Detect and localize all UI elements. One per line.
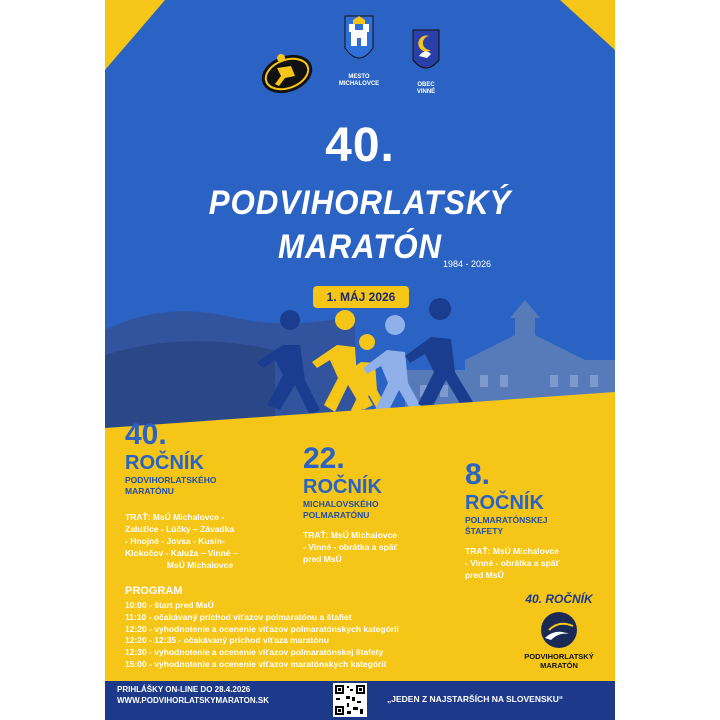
qr-code-icon[interactable] (333, 683, 367, 717)
col3-trat-line1: TRAŤ: MsÚ Michalovce (465, 546, 559, 556)
col1-trat (125, 511, 275, 571)
village-caption (405, 82, 447, 96)
program-item: 15:00 - vyhodnotenie a ocenenie víťazov maratónskych kategórií (125, 658, 387, 669)
col2-trat (303, 529, 398, 565)
col3-trat-line2: - Vinné - obrátka a späť (465, 558, 560, 568)
col1-rocnik: ROČNÍK (125, 452, 204, 474)
col1-trat-line2: Zalužice - Lúčky – Závadka (125, 524, 235, 534)
col1-number: 40. (125, 418, 167, 451)
col3-subtitle-line1: POLMARATÓNSKEJ (465, 515, 548, 525)
col1-trat-line4: Klokočov - Kaluža – Vinné – (125, 548, 238, 558)
program-list (125, 600, 399, 671)
marathon-poster (105, 0, 615, 720)
town-caption (335, 74, 383, 88)
title-line2: MARATÓN (278, 228, 442, 266)
edition-number: 40. (325, 119, 395, 172)
col3-subtitle-line2: ŠTAFETY (465, 526, 504, 536)
col1-subtitle-line1: PODVIHORLATSKÉHO (125, 475, 217, 485)
program-item: 12:20 - vyhodnotenie a ocenenie víťazov polmaratónskych kategórií (125, 623, 399, 634)
village-caption-line2: VINNÉ (416, 89, 436, 95)
race-date: 1. MÁJ 2026 (313, 286, 409, 308)
col2-subtitle-line1: MICHALOVSKÉHO (303, 499, 379, 509)
badge-line1: PODVIHORLATSKÝ (524, 652, 594, 661)
col2-number: 22. (303, 442, 345, 475)
col1-trat-line5: MsÚ Michalovce (166, 560, 234, 570)
registration-deadline: PRIHLÁŠKY ON-LINE DO 28.4.2026 (117, 685, 251, 694)
website-link[interactable]: WWW.PODVIHORLATSKYMARATON.SK (117, 696, 269, 705)
logo-row (105, 8, 615, 108)
program-item: 11:10 - očakávaný príchod víťazov polmaratónu a štafiet (125, 611, 352, 622)
col2-subtitle-line2: POLMARATÓNU (303, 510, 370, 520)
col3-number: 8. (465, 458, 491, 491)
title-line1: PODVIHORLATSKÝ (208, 184, 512, 222)
col1-trat-line3: - Hnojné - Jovsa - Kusín- (125, 536, 225, 546)
program-item: 12:30 - vyhodnotenie a ocenenie víťazov polmaratónskej štafety (125, 647, 384, 658)
col1-trat-line1: TRAŤ: MsÚ Michalovce - (125, 512, 225, 522)
col3-trat (465, 545, 560, 581)
michalovce-coat-of-arms (343, 14, 375, 70)
badge-top-text: 40. ROČNÍK (525, 592, 593, 606)
col2-trat-line3: pred MsÚ (303, 554, 342, 564)
road-emblem-icon (539, 610, 579, 650)
col3-rocnik: ROČNÍK (465, 492, 544, 514)
col2-subtitle (303, 499, 379, 521)
col3-trat-line3: pred MsÚ (465, 570, 504, 580)
col1-subtitle-line2: MARATÓNU (125, 486, 174, 496)
col2-rocnik: ROČNÍK (303, 476, 382, 498)
town-caption-line1: MESTO (348, 74, 370, 80)
badge-caption (513, 652, 605, 670)
badge-line2: MARATÓN (540, 661, 578, 670)
col1-subtitle (125, 475, 216, 497)
program-title: PROGRAM (125, 585, 183, 597)
footer-left (117, 684, 269, 706)
village-caption-line1: OBEC (417, 82, 435, 88)
years-range: 1984 - 2026 (443, 259, 492, 269)
town-caption-line2: MICHALOVCE (338, 81, 380, 87)
ac-michalovce-logo (255, 48, 319, 98)
anniversary-badge (513, 592, 605, 680)
program-item: 10:00 - štart pred MsÚ (125, 600, 214, 610)
program-item: 12:20 - 12:35 - očakávaný príchod víťaza maratónu (125, 635, 329, 646)
col2-trat-line2: - Vinné - obrátka a späť (303, 542, 398, 552)
slogan: „JEDEN Z NAJSTARŠÍCH NA SLOVENSKU“ (387, 694, 564, 704)
col2-trat-line1: TRAŤ: MsÚ Michalovce (303, 530, 397, 540)
vinne-coat-of-arms (411, 28, 441, 78)
col3-subtitle (465, 515, 548, 537)
